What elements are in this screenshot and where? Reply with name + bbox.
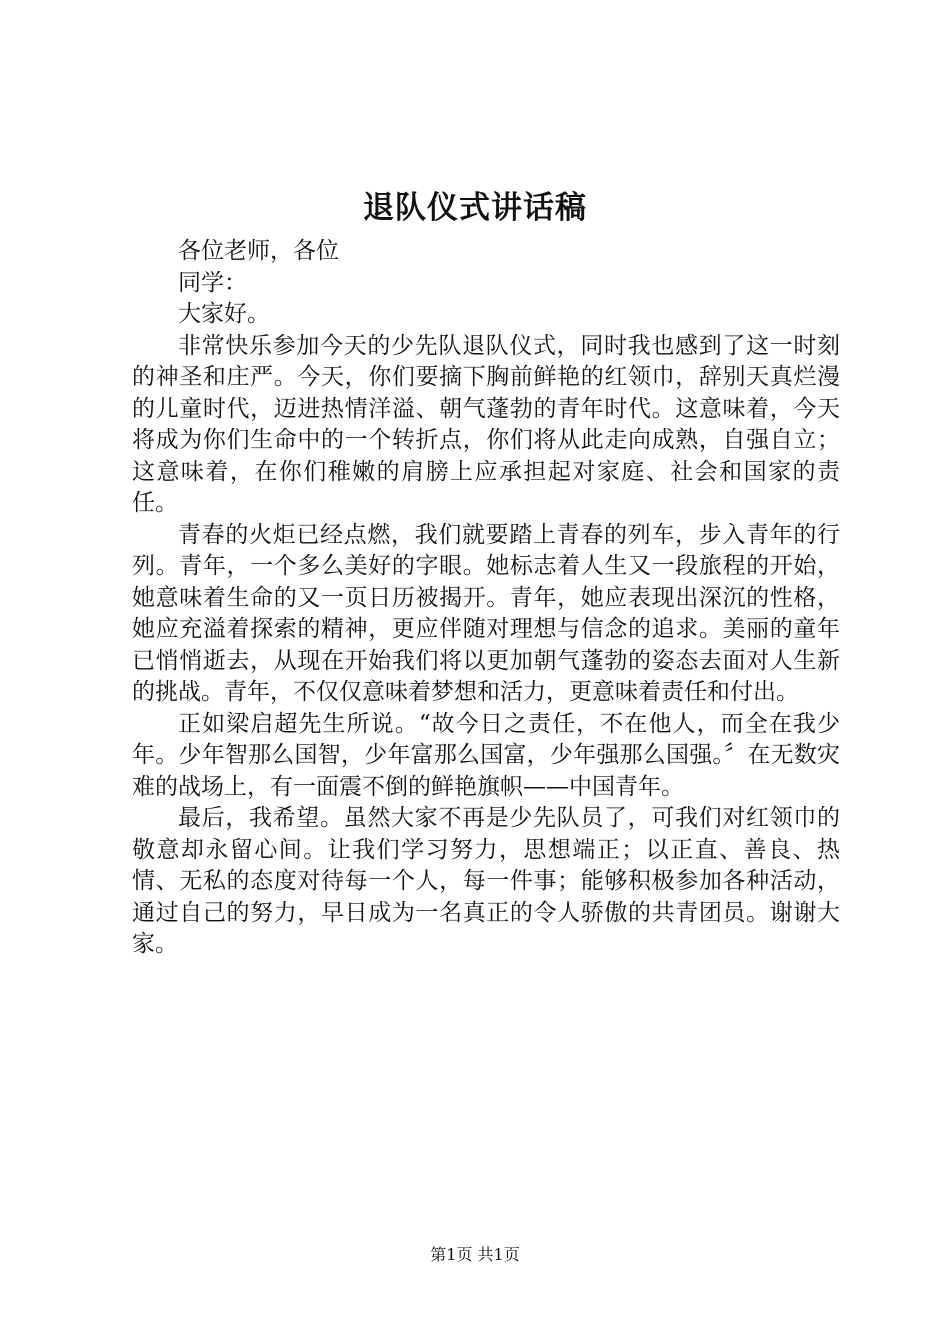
body-paragraph: 正如梁启超先生所说。“故今日之责任，不在他人，而全在我少年。少年智那么国智，少年富那么国富，少年强那么国强。〞在无数灾难的战场上，有一面震不倒的鲜艳旗帜——中国青年。 — [132, 710, 840, 800]
body-paragraph: 青春的火炬已经点燃，我们就要踏上青春的列车，步入青年的行列。青年，一个多么美好的字眼。她标志着人生又一段旅程的开始，她意味着生命的又一页日历被揭开。青年，她应表现出深沉的性格，她应充溢着探索的精神，更应伴随对理想与信念的追求。美丽的童年已悄悄逝去，从现在开始我们将以更加朝气蓬勃的姿态去面对人生新的挑战。青年，不仅仅意味着梦想和活力，更意味着责任和付出。 — [132, 521, 840, 705]
document-title: 退队仪式讲话稿 — [363, 190, 587, 226]
greeting-line-1: 各位老师，各位 — [178, 238, 339, 264]
greeting-line-3: 大家好。 — [178, 301, 270, 327]
document-body — [132, 236, 840, 961]
greeting-line-2: 同学： — [178, 269, 247, 296]
page-number-footer: 第1页 共1页 — [430, 1245, 520, 1264]
body-paragraph: 最后，我希望。虽然大家不再是少先队员了，可我们对红领巾的敬意却永留心间。让我们学习努力，思想端正；以正直、善良、热情、无私的态度对待每一个人，每一件事；能够积极参加各种活动，通过自己的努力，早日成为一名真正的令人骄傲的共青团员。谢谢大家。 — [132, 805, 840, 957]
body-paragraph: 非常快乐参加今天的少先队退队仪式，同时我也感到了这一时刻的神圣和庄严。今天，你们要摘下胸前鲜艳的红领巾，辞别天真烂漫的儿童时代，迈进热情洋溢、朝气蓬勃的青年时代。这意味着，今天将成为你们生命中的一个转折点，你们将从此走向成熟，自强自立；这意味着，在你们稚嫩的肩膀上应承担起对家庭、社会和国家的责任。 — [132, 332, 840, 516]
